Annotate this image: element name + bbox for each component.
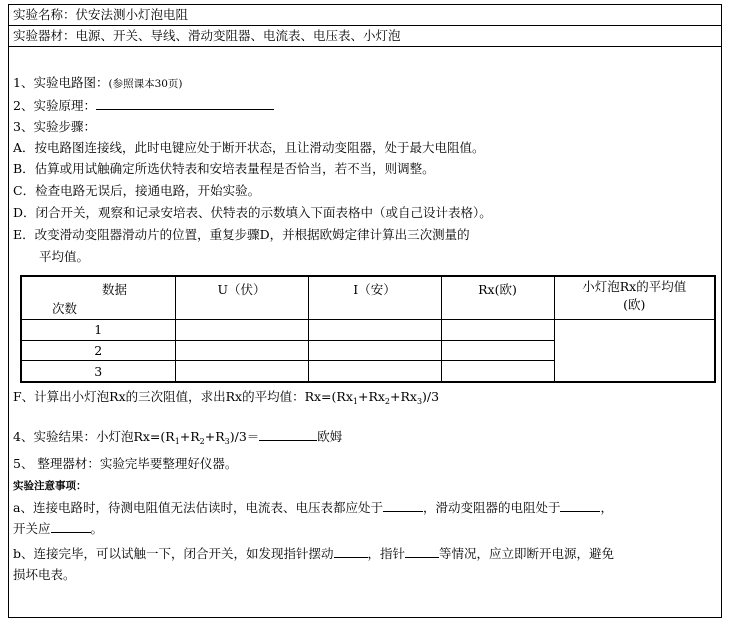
experiment-name: 伏安法测小灯泡电阻 xyxy=(75,7,189,22)
step-f-sub1: 1 xyxy=(352,397,358,406)
step-f-end: )/3 xyxy=(422,389,440,404)
section-1-label: 1、实验电路图： xyxy=(13,75,109,90)
note-b-text3: 等情况，应立即断开电源，避免 xyxy=(439,546,615,561)
table-header-row xyxy=(21,276,715,320)
table-row xyxy=(21,320,715,341)
step-c: C．检查电路无误后，接通电路，开始实验。 xyxy=(13,183,261,198)
cell-voltage-3[interactable] xyxy=(175,361,308,382)
experiment-name-label: 实验名称： xyxy=(13,7,76,22)
cell-resistance-2[interactable] xyxy=(441,340,554,361)
note-a-text2: ，滑动变阻器的电阻处于 xyxy=(422,500,561,515)
step-f-sub3: 3 xyxy=(416,397,423,406)
step-a: A．按电路图连接线，此时电键应处于断开状态，且让滑动变阻器，处于最大电阻值。 xyxy=(13,140,485,155)
result-sub3: 3 xyxy=(224,437,230,446)
result-text: 4、实验结果：小灯泡Rx=(R xyxy=(13,429,175,444)
section-steps: 3、实验步骤： xyxy=(13,119,96,134)
equipment-row xyxy=(9,26,721,47)
section-tidy: 5、 整理器材：实验完毕要整理好仪器。 xyxy=(13,456,238,471)
note-b-text1: b、连接完毕，可以试触一下，闭合开关，如发现指针摆动 xyxy=(13,546,334,561)
note-b-text2: ，指针 xyxy=(367,546,406,561)
result-equals: )/3＝ xyxy=(229,429,260,444)
cell-voltage-2[interactable] xyxy=(175,340,308,361)
note-a-blank2[interactable] xyxy=(560,499,600,512)
col-average-header-line1: 小灯泡Rx的平均值 xyxy=(582,279,687,294)
step-f-plus1: +Rx xyxy=(357,389,385,404)
col-average-header-line2: (欧) xyxy=(623,297,646,312)
section-circuit-diagram xyxy=(13,75,183,92)
cell-current-3[interactable] xyxy=(308,361,441,382)
section-result xyxy=(13,428,342,445)
note-b-blank1[interactable] xyxy=(334,545,368,558)
section-principle xyxy=(13,97,274,114)
note-a-line1 xyxy=(13,499,613,516)
col-voltage-header: U（伏） xyxy=(175,276,308,320)
step-f-sub2: 2 xyxy=(384,397,390,406)
cell-current-1[interactable] xyxy=(308,320,441,341)
step-f xyxy=(13,389,439,405)
measurement-table xyxy=(20,275,716,383)
cell-resistance-3[interactable] xyxy=(441,361,554,382)
row-number: 3 xyxy=(21,361,175,382)
col-current-header: I（安） xyxy=(308,276,441,320)
cell-current-2[interactable] xyxy=(308,340,441,361)
col-average-header xyxy=(554,276,715,320)
step-d: D．闭合开关，观察和记录安培表、伏特表的示数填入下面表格中（或自己设计表格）。 xyxy=(13,205,492,220)
note-b-blank2[interactable] xyxy=(405,545,439,558)
result-sub2: 2 xyxy=(199,437,205,446)
note-a-text4: 开关应 xyxy=(13,521,51,536)
note-b-line1 xyxy=(13,545,614,562)
note-a-line2 xyxy=(13,520,103,537)
worksheet-frame xyxy=(8,4,722,618)
note-a-text5: 。 xyxy=(90,521,104,536)
note-b-line2: 损坏电表。 xyxy=(13,567,76,582)
corner-cell xyxy=(21,276,175,320)
notes-title: 实验注意事项： xyxy=(13,480,87,492)
cell-resistance-1[interactable] xyxy=(441,320,554,341)
equipment-list: 电源、开关、导线、滑动变阻器、电流表、电压表、小灯泡 xyxy=(75,28,401,43)
section-2-label: 2、实验原理： xyxy=(13,98,96,113)
step-f-plus2: +Rx xyxy=(390,389,417,404)
experiment-name-row xyxy=(9,5,721,26)
cell-average[interactable] xyxy=(554,320,715,383)
section-1-note: (参照课本30页) xyxy=(108,78,183,90)
note-a-text1: a、连接电路时，待测电阻值无法估读时，电流表、电压表都应处于 xyxy=(13,500,383,515)
row-number: 1 xyxy=(21,320,175,341)
corner-data-label: 数据 xyxy=(102,282,128,297)
result-unit: 欧姆 xyxy=(317,429,343,444)
step-e-line2: 平均值。 xyxy=(39,249,90,264)
note-a-text3: ， xyxy=(600,500,613,515)
row-number: 2 xyxy=(21,340,175,361)
result-blank[interactable] xyxy=(259,428,317,441)
principle-blank[interactable] xyxy=(96,97,274,110)
col-resistance-header: Rx(欧) xyxy=(441,276,554,320)
corner-count-label: 次数 xyxy=(52,301,78,316)
result-plus2: +R xyxy=(204,429,225,444)
result-plus1: +R xyxy=(179,429,200,444)
cell-voltage-1[interactable] xyxy=(175,320,308,341)
note-a-blank3[interactable] xyxy=(51,520,91,533)
step-f-text: F、计算出小灯泡Rx的三次阻值，求出Rx的平均值：Rx=(Rx xyxy=(13,389,353,404)
result-sub1: 1 xyxy=(174,437,180,446)
step-b: B．估算或用试触确定所选伏特表和安培表量程是否恰当，若不当，则调整。 xyxy=(13,161,435,176)
equipment-label: 实验器材： xyxy=(13,28,76,43)
step-e-line1: E．改变滑动变阻器滑动片的位置，重复步骤D，并根据欧姆定律计算出三次测量的 xyxy=(13,227,470,242)
note-a-blank1[interactable] xyxy=(383,499,423,512)
